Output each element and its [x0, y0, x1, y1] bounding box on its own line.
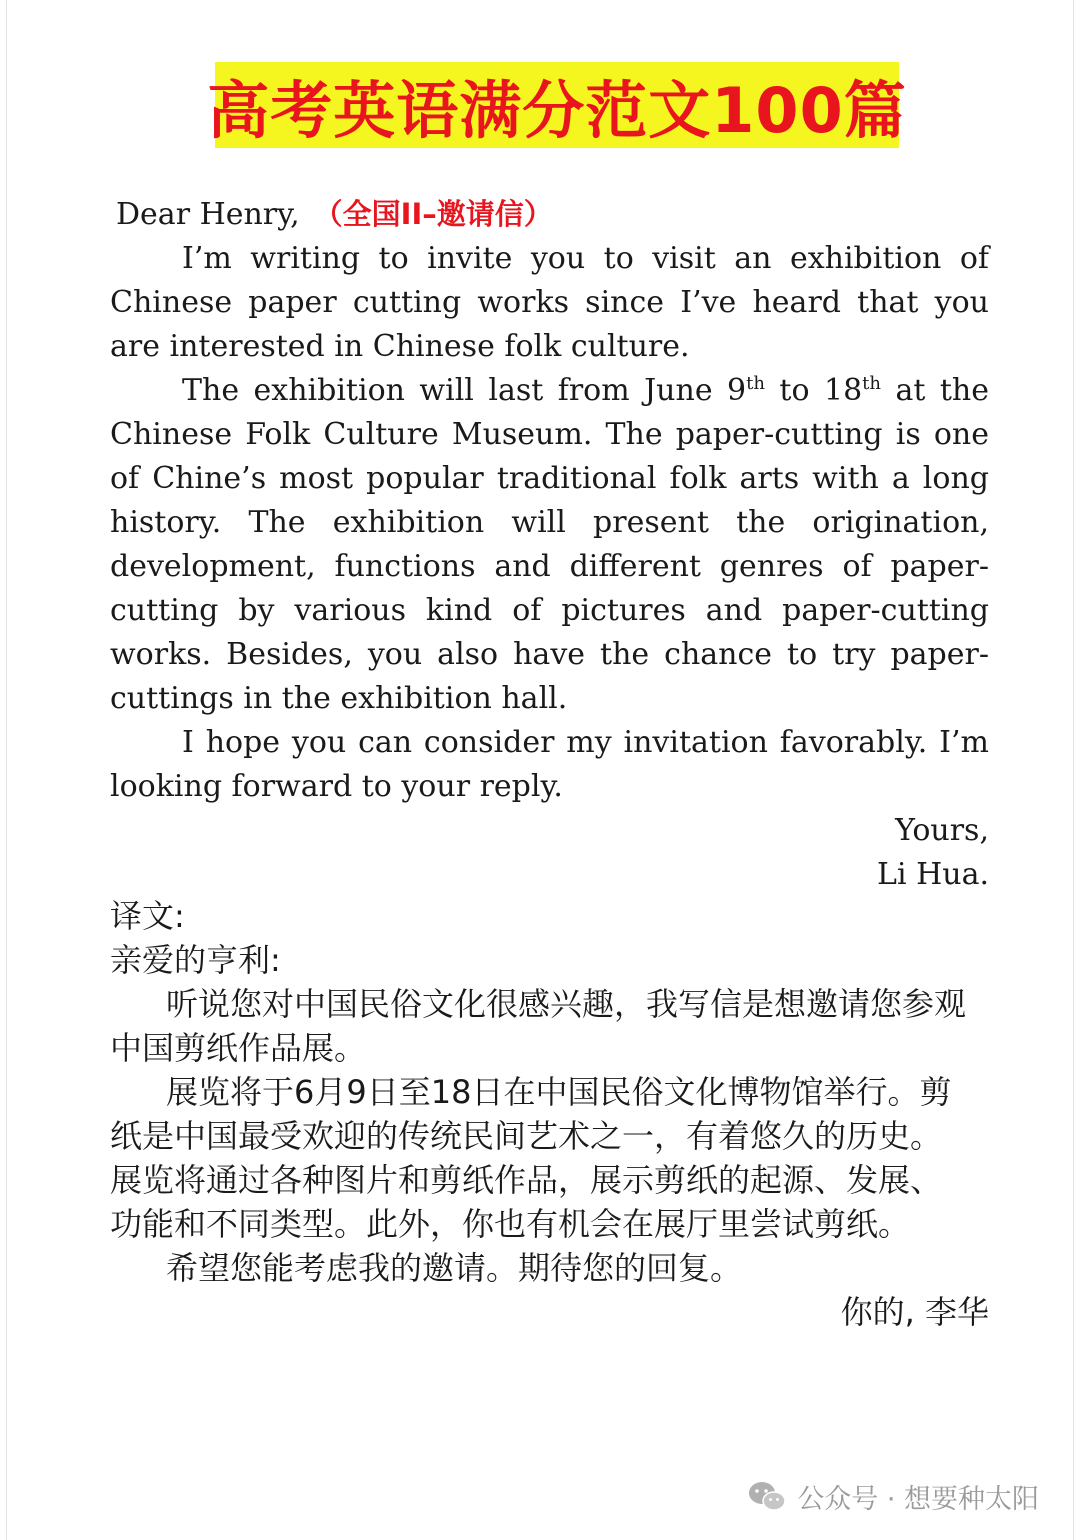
paragraph-2-part-b: to 18 [764, 373, 863, 408]
letter-paragraph-1: I’m writing to invite you to visit an exhibition of Chinese paper cutting works since I’ve heard that you are interested in Chinese folk culture. [110, 241, 989, 364]
translation-salutation: 亲爱的亨利: [110, 941, 281, 979]
letter-type-tag: （全国II–邀请信） [313, 197, 553, 231]
translation-paragraph-1: 听说您对中国民俗文化很感兴趣，我写信是想邀请您参观中国剪纸作品展。 [110, 985, 967, 1067]
translation-heading: 译文: [110, 897, 185, 935]
translation-paragraph-3: 希望您能考虑我的邀请。期待您的回复。 [166, 1249, 743, 1287]
translation-signoff: 你的, 李华 [840, 1293, 989, 1331]
letter-salutation: Dear Henry, [116, 197, 300, 232]
watermark [747, 1477, 1039, 1516]
page-title: 高考英语满分范文100篇 [207, 73, 907, 147]
english-letter [110, 192, 989, 897]
letter-salutation-line [116, 192, 989, 237]
wechat-icon [747, 1480, 787, 1514]
letter-closing: Yours, [895, 813, 989, 848]
paragraph-2-part-c: at the Chinese Folk Culture Museum. The paper-cutting is one of Chine’s most popular traditional folk arts with a long history. The exhibition will present the origination, development, functions and different genres of paper-cutting by various kind of pictures and paper-cutting works. Besides, you also have the chance to try paper-cuttings in the exhibition hall. [110, 373, 989, 716]
letter-signature: Li Hua. [877, 857, 989, 892]
translation-paragraph-2: 展览将于6月9日至18日在中国民俗文化博物馆举行。剪纸是中国最受欢迎的传统民间艺术之一，有着悠久的历史。展览将通过各种图片和剪纸作品，展示剪纸的起源、发展、功能和不同类型。此外，你也有机会在展厅里尝试剪纸。 [110, 1073, 952, 1243]
chinese-translation [110, 894, 989, 1334]
letter-paragraph-3: I hope you can consider my invitation favorably. I’m looking forward to your reply. [110, 725, 989, 804]
paragraph-2-part-a: The exhibition will last from June 9 [182, 373, 747, 408]
title-banner [207, 62, 907, 148]
letter-paragraph-2 [110, 369, 989, 721]
page-sheet [6, 0, 1074, 1540]
superscript-th-1: th [746, 373, 765, 394]
superscript-th-2: th [862, 373, 881, 394]
watermark-text: 公众号 · 想要种太阳 [797, 1484, 1039, 1515]
